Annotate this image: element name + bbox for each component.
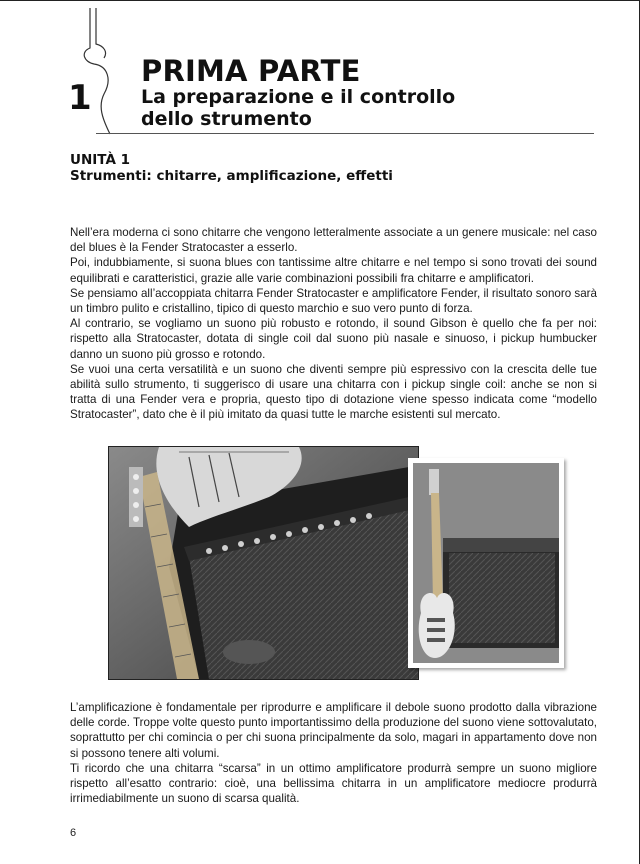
unit-label: UNITÀ 1 [70,152,130,168]
part-title: PRIMA PARTE [141,54,361,88]
part-subtitle-line: La preparazione e il controllo [141,86,456,108]
paragraph: Poi, indubbiamente, si suona blues con tantissime altre chitarre e nel tempo si sono trovati dei sound equilibrati e caratteristici, grazie alle varie combinazioni possibili fra chitarre e amplificatori. [70,256,597,285]
chapter-number: 1 [68,78,92,118]
unit-title: Strumenti: chitarre, amplificazione, effetti [70,168,393,184]
header-divider [96,133,594,134]
stratocaster-guitar-photo [413,463,559,663]
paragraph: Ti ricordo che una chitarra “scarsa” in un ottimo amplificatore produrrà sempre un suono migliore rispetto all’esatto contrario: cioè, una bellissima chitarra in un amplificatore mediocre produrrà irrimediabilmente un suono di scarsa qualità. [70,761,597,806]
paragraph: Se pensiamo all’accoppiata chitarra Fender Stratocaster e amplificatore Fender, il risultato sonoro sarà un timbro pulito e cristallino, tipico di questo marchio e suo vero punto di forza. [70,286,597,316]
guitar-outline-icon [60,8,140,138]
page-top-border [0,0,640,1]
paragraph: Nell’era moderna ci sono chitarre che vengono letteralmente associate a un genere musicale: nel caso del blues è la Fender Stratocaster a esserlo. [70,226,597,255]
guitar-and-amplifier-photo [108,446,419,680]
paragraph: Se vuoi una certa versatilità e un suono che diventi sempre più espressivo con la crescita delle tue abilità sullo strumento, ti suggerisco di usare una chitarra con i pickup single coil: anche se non si tratta di una Fender vera e propria, questo tipo di dotazione viene spesso indicata come “modello Stratocaster”, dato che è il più imitato da quasi tutte le marche esistenti sul mercato. [70,362,597,422]
intro-text [70,225,597,423]
outro-text [70,700,597,806]
paragraph: L’amplificazione è fondamentale per riprodurre e amplificare il debole suono prodotto dalla vibrazione delle corde. Troppe volte questo punto importantissimo della produzione del suono viene sottovalutato, soprattutto per chi comincia o per chi suona principalmente da solo, magari in appartamento dove non si possono tenere alti volumi. [70,701,597,760]
paragraph: Al contrario, se vogliamo un suono più robusto e rotondo, il sound Gibson è quello che fa per noi: rispetto alla Stratocaster, dotata di single coil dal suono più nasale e sinuoso, i pickup humbucker danno un suono più grosso e rotondo. [70,317,597,361]
photo-frame [408,458,564,668]
page-number: 6 [70,827,77,839]
part-subtitle [141,86,455,130]
part-subtitle-line: dello strumento [141,108,312,130]
